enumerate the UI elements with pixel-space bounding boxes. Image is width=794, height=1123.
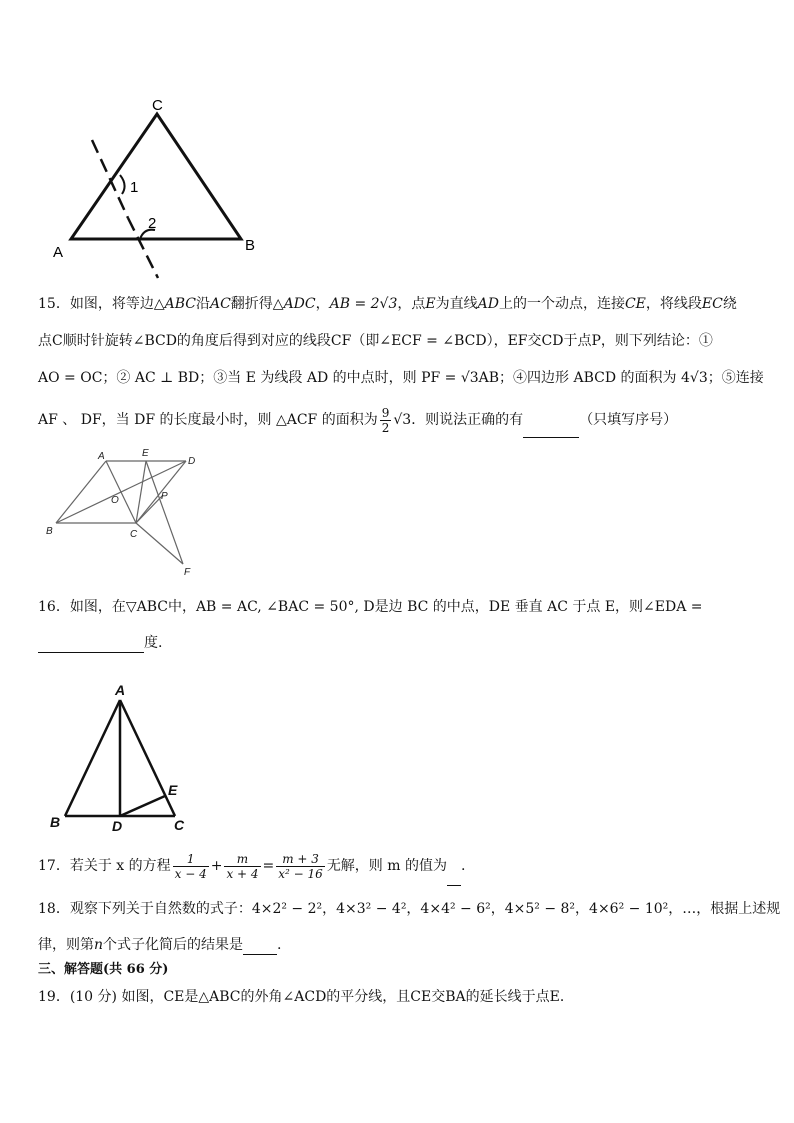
figure-q14-triangle — [40, 90, 280, 280]
q18-line-2: 律，则第n个式子化简后的结果是 . — [38, 937, 282, 953]
q16-line-2: 度. — [38, 633, 162, 653]
q15-line-1: 15．如图，将等边△ABC沿AC翻折得△ADC，AB = 2√3，点E为直线AD上的一个动点，连接CE，将线段EC绕 — [38, 296, 737, 312]
label-b: B — [46, 526, 53, 537]
label-a: A — [98, 451, 105, 462]
section-3-heading: 三、解答题(共 66 分) — [38, 962, 169, 977]
label-d: D — [188, 456, 196, 467]
answer-blank-q16[interactable] — [38, 636, 144, 653]
vertex-label-b: B — [245, 237, 256, 254]
q18-line-1: 18．观察下列关于自然数的式子：4×2² − 2²，4×3² − 4²，4×4² − 6²，4×5² − 8²，4×6² − 10²，…，根据上述规 — [38, 901, 781, 917]
vertex-label-a: A — [53, 244, 64, 261]
answer-blank-q15[interactable] — [523, 421, 579, 438]
answer-blank-q17[interactable] — [447, 869, 461, 886]
angle-label-2: 2 — [148, 215, 157, 232]
figure-q15-rhombus — [38, 445, 208, 580]
label-o: O — [111, 495, 119, 506]
angle-label-1: 1 — [130, 179, 139, 196]
label-e: E — [142, 448, 149, 459]
q15-line-3: AO = OC；② AC ⊥ BD；③当 E 为线段 AD 的中点时，则 PF = √3AB；④四边形 ABCD 的面积为 4√3；⑤连接 — [38, 370, 764, 386]
q19-line: 19．(10 分) 如图，CE是△ABC的外角∠ACD的平分线，且CE交BA的延长线于点E． — [38, 989, 574, 1005]
q16-line-1: 16．如图，在▽ABC中，AB = AC, ∠BAC = 50°, D是边 BC 的中点，DE 垂直 AC 于点 E，则∠EDA = — [38, 599, 703, 615]
label-e: E — [168, 782, 178, 798]
label-f: F — [184, 567, 191, 578]
answer-blank-q18[interactable] — [243, 938, 277, 955]
label-d: D — [112, 818, 123, 834]
figure-q16-isosceles-triangle — [40, 680, 200, 835]
label-a: A — [115, 682, 126, 698]
vertex-label-c: C — [152, 97, 163, 114]
label-c: C — [174, 817, 185, 833]
q15-line-4: AF 、 DF，当 DF 的长度最小时，则 △ACF 的面积为 $\frac{9}{2}$ √3．则说法正确的有 （只填写序号） — [38, 402, 677, 438]
label-p: P — [161, 491, 168, 502]
q17-line: 17．若关于 x 的方程 $\frac{1}{x - 4}$ + $\frac{m}{x + 4}$ = $\frac{m + 3}{\text{x² − 16}}$ 无解，则 m 的值为 . — [38, 846, 465, 886]
label-b: B — [50, 814, 61, 830]
label-c: C — [130, 529, 138, 540]
q15-line-2: 点C顺时针旋转∠BCD的角度后得到对应的线段CF（即∠ECF = ∠BCD），EF交CD于点P，则下列结论：① — [38, 333, 713, 349]
